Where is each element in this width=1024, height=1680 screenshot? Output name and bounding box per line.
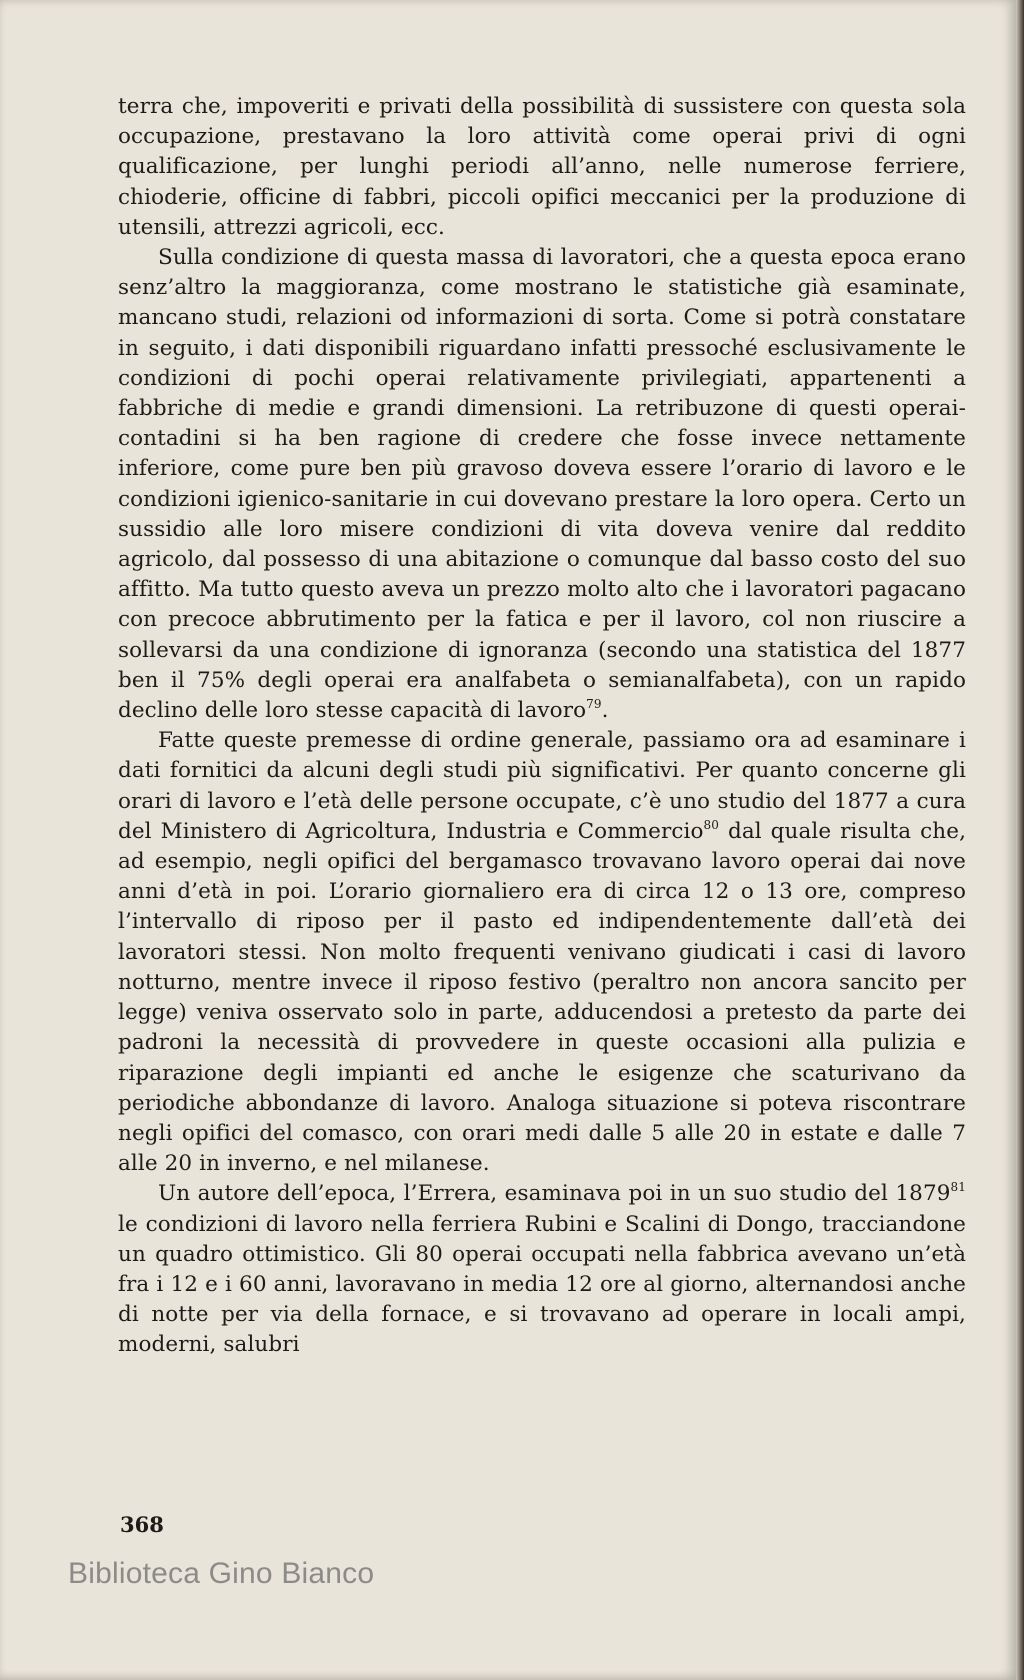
page-number: 368: [120, 1512, 164, 1537]
paragraph: [118, 1179, 966, 1360]
footnote-reference: 79: [586, 697, 602, 712]
body-text: [118, 92, 966, 1361]
paragraph: [118, 243, 966, 726]
page-edge-shadow: [1016, 0, 1024, 1680]
text-segment: dal quale risulta che, ad esempio, negli opifici del bergamasco trovavano lavoro operai dai nove anni d’età in poi. L’orario giornaliero era di circa 12 o 13 ore, compreso l’intervallo di riposo per il pasto ed indipendentemente dall’età dei lavoratori stessi. Non molto frequenti venivano giudicati i casi di lavoro notturno, mentre invece il riposo festivo (peraltro non ancora sancito per legge) veniva osservato solo in parte, adducendosi a pretesto da parte dei padroni la necessità di provvedere in queste occasioni alla pulizia e riparazione degli impianti ed anche le esigenze che scaturivano da periodiche abbondanze di lavoro. Analoga situazione si poteva riscontrare negli opifici del comasco, con orari medi dalle 5 alle 20 in estate e dalle 7 alle 20 in inverno, e nel milanese.: [118, 818, 966, 1177]
text-segment: Un autore dell’epoca, l’Errera, esaminava poi in un suo studio del 1879: [158, 1181, 951, 1207]
paragraph: [118, 726, 966, 1179]
footnote-reference: 80: [703, 817, 719, 832]
text-segment: terra che, impoveriti e privati della possibilità di sussistere con questa sola occupazione, prestavano la loro attività come operai privi di ogni qualificazione, per lunghi periodi all’anno, nelle numerose ferriere, chioderie, officine di fabbri, piccoli opifici meccanici per la produzione di utensili, attrezzi agricoli, ecc.: [118, 94, 966, 240]
text-segment: .: [601, 698, 609, 724]
paragraph: [118, 92, 966, 243]
library-watermark: Biblioteca Gino Bianco: [68, 1557, 375, 1590]
footnote-reference: 81: [950, 1180, 966, 1195]
text-segment: Fatte queste premesse di ordine generale, passiamo ora ad esaminare i dati fornitici da alcuni degli studi più significativi. Per quanto concerne gli orari di lavoro e l’età delle persone occupate, c’è uno studio del 1877 a cura del Ministero di Agricoltura, Industria e Commercio: [118, 728, 966, 844]
text-segment: le condizioni di lavoro nella ferriera Rubini e Scalini di Dongo, tracciandone un quadro ottimistico. Gli 80 operai occupati nella fabbrica avevano un’età fra i 12 e i 60 anni, lavoravano in media 12 ore al giorno, alternandosi anche di notte per via della fornace, e si trovavano ad operare in locali ampi, moderni, salubri: [118, 1211, 966, 1358]
text-segment: Sulla condizione di questa massa di lavoratori, che a questa epoca erano senz’altro la maggioranza, come mostrano le statistiche già esaminate, mancano studi, relazioni od informazioni di sorta. Come si potrà constatare in seguito, i dati disponibili riguardano infatti pressoché esclusivamente le condizioni di pochi operai relativamente privilegiati, appartenenti a fabbriche di medie e grandi dimensioni. La retribuzone di questi operai-contadini si ha ben ragione di credere che fosse invece nettamente inferiore, come pure ben più gravoso doveva essere l’orario di lavoro e le condizioni igienico-sanitarie in cui dovevano prestare la loro opera. Certo un sussidio alle loro misere condizioni di vita doveva venire dal reddito agricolo, dal possesso di una abitazione o comunque dal basso costo del suo affitto. Ma tutto questo aveva un prezzo molto alto che i lavoratori pagacano con precoce abbrutimento per la fatica e per il lavoro, col non riuscire a sollevarsi da una condizione di ignoranza (secondo una statistica del 1877 ben il 75% degli operai era analfabeta o semianalfabeta), con un rapido declino delle loro stesse capacità di lavoro: [118, 245, 966, 724]
